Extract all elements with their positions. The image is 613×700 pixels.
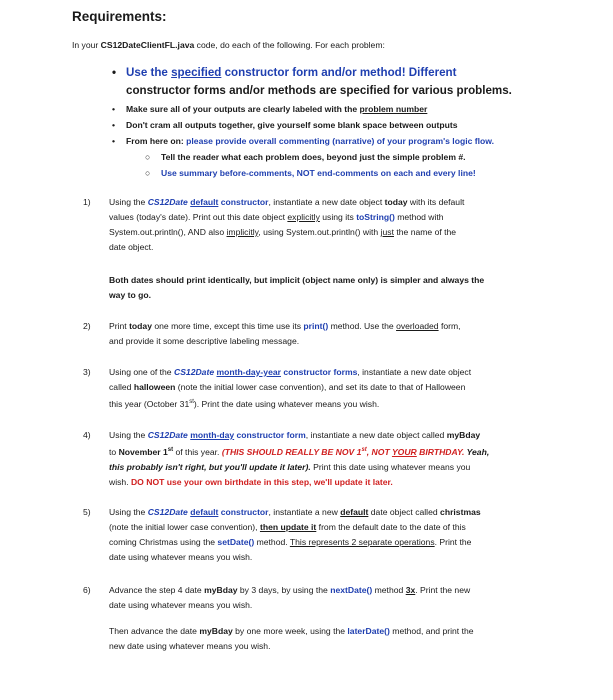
text-bold: myBday (204, 585, 238, 595)
text-underlined: overloaded (396, 321, 439, 331)
bullet-text: Use the (126, 66, 172, 79)
text: Advance the step 4 date (109, 585, 205, 595)
text: Both dates should print identically, but implicit (object name only) is simpler and always the (109, 275, 485, 285)
method-ref: print() (303, 321, 329, 331)
bullet-text: Use summary before-comments, NOT end-comments on each and every line! (161, 168, 476, 178)
text: coming Christmas using the (109, 537, 218, 547)
sub-bullet-tell-reader (145, 151, 466, 163)
text: one more time, except this time use its (151, 321, 304, 331)
problem-6-followup (109, 624, 543, 654)
warning-text: (THIS SHOULD REALLY BE NOV 1 (221, 446, 362, 457)
text-bold: halloween (133, 382, 176, 392)
superscript: st (167, 447, 174, 453)
problem-4 (83, 428, 564, 490)
bullet-specified-constructor (112, 64, 546, 100)
problem-6 (83, 583, 564, 613)
circle-bullet-icon: ○ (145, 152, 151, 162)
bullet-commenting (112, 135, 494, 147)
text-underlined: This represents 2 separate operations (289, 537, 435, 547)
text: Print this date using whatever means you (310, 461, 471, 472)
warning-text-underlined: YOUR (391, 446, 417, 457)
text-underlined: month-day-year (216, 367, 281, 377)
text-bold-italic: this probably isn't right, but you'll update it later). (109, 461, 311, 472)
text-underlined: explicitly (287, 212, 320, 222)
text-bold: constructor forms (280, 367, 358, 377)
text: Using the (109, 507, 148, 517)
bullet-labeled-outputs (112, 103, 428, 115)
text: way to go. (109, 290, 152, 300)
text: Using the (109, 430, 148, 440)
text: wish. (109, 476, 131, 487)
text: the name of the (393, 227, 457, 237)
text: ). Print the date using whatever means you wish. (193, 398, 380, 409)
text: called (109, 382, 134, 392)
text: values (today's date). Print out this date object (109, 212, 288, 222)
problem-3 (83, 365, 564, 412)
text: Print (109, 321, 130, 331)
intro-line (72, 40, 385, 50)
bullet-dot: • (112, 104, 116, 114)
bullet-text: Make sure all of your outputs are clearly labeled with the (126, 104, 360, 114)
text: method. Use the (328, 321, 397, 331)
intro-text-end: code, do each of the following. For each problem: (194, 40, 385, 50)
text-underlined: 3x (405, 585, 416, 595)
class-ref: CS12Date (147, 507, 188, 517)
warning-text: DO NOT use your own birthdate in this step, we'll update it later. (130, 476, 393, 487)
text: date using whatever means you wish. (109, 552, 253, 562)
bullet-text: Tell the reader what each problem does, beyond just the simple problem #. (161, 152, 466, 162)
text: . Print the (434, 537, 472, 547)
warning-text: , NOT (366, 446, 392, 457)
text: and provide it some descriptive labeling message. (109, 336, 300, 346)
text: method (372, 585, 406, 595)
class-ref: CS12Date (147, 197, 188, 207)
text: System.out.println(), AND also (109, 227, 227, 237)
problem-1 (83, 195, 564, 255)
text-underlined: month-day (190, 430, 235, 440)
bullet-text-blue: please provide overall commenting (narrative) of your program's logic flow. (186, 136, 494, 146)
problem-number: 6) (83, 585, 91, 595)
page-title: Requirements: (72, 9, 167, 24)
text: using its (319, 212, 357, 222)
text-bold: constructor (218, 507, 269, 517)
text: Using the (109, 197, 148, 207)
problem-number: 3) (83, 367, 91, 377)
text: date using whatever means you wish. (109, 600, 253, 610)
superscript: st (189, 399, 194, 405)
problem-number: 2) (83, 321, 91, 331)
text-bold: today (129, 321, 152, 331)
class-ref: CS12Date (147, 430, 188, 440)
text-underlined: default (340, 507, 369, 517)
text: , instantiate a new date object (357, 367, 472, 377)
intro-text: In your (72, 40, 101, 50)
text-bold: constructor form (234, 430, 306, 440)
text-underlined: default (190, 197, 219, 207)
text: by 3 days, by using the (237, 585, 331, 595)
text: , instantiate a new (268, 507, 341, 517)
text: method. (254, 537, 290, 547)
text-bold: today (384, 197, 408, 207)
method-ref: nextDate() (330, 585, 373, 595)
bullet-blank-space (112, 119, 458, 131)
problem-number: 1) (83, 197, 91, 207)
text-underlined: then update it (259, 522, 317, 532)
text: , instantiate a new date object (268, 197, 385, 207)
text: Then advance the date (109, 626, 200, 636)
text: method, and print the (389, 626, 474, 636)
text: to (109, 446, 119, 457)
text-bold-italic: Yeah, (464, 446, 490, 457)
text: (note the initial lower case convention), and set its date to that of Halloween (175, 382, 466, 392)
text: by one more week, using the (232, 626, 348, 636)
method-ref: laterDate() (347, 626, 390, 636)
problem-5 (83, 505, 564, 565)
problem-number: 5) (83, 507, 91, 517)
method-ref: toString() (356, 212, 395, 222)
text-bold: myBday (199, 626, 233, 636)
text: method with (394, 212, 444, 222)
bullet-text-underlined: specified (171, 66, 222, 79)
text-bold: constructor (218, 197, 269, 207)
text: , instantiate a new date object called (305, 430, 447, 440)
class-name: CS12DateClientFL.java (100, 40, 195, 50)
bullet-text: Don't cram all outputs together, give yourself some blank space between outputs (126, 120, 458, 130)
superscript: st (361, 447, 367, 453)
text: form, (438, 321, 461, 331)
text-bold: myBday (446, 430, 481, 440)
class-ref: CS12Date (173, 367, 215, 377)
text-underlined: implicitly (226, 227, 259, 237)
sub-bullet-summary-comments (145, 167, 476, 179)
bullet-dot: • (112, 120, 116, 130)
text: date object called (368, 507, 441, 517)
text: from the default date to the date of this (316, 522, 466, 532)
text: , using System.out.println() with (258, 227, 381, 237)
bullet-dot: • (112, 66, 117, 79)
text: new date using whatever means you wish. (109, 641, 271, 651)
bullet-text: From here on: (126, 136, 187, 146)
bullet-text-line2: constructor forms and/or methods are specified for various problems. (126, 84, 512, 97)
bullet-text-underlined: problem number (359, 104, 428, 114)
text-underlined: just (380, 227, 394, 237)
text-bold: November 1 (118, 446, 168, 457)
problem-1-note (109, 273, 543, 303)
problem-2 (83, 319, 564, 349)
text: . Print the new (415, 585, 471, 595)
text-bold: christmas (440, 507, 481, 517)
text: date object. (109, 242, 154, 252)
bullet-text: constructor form and/or method! Different (221, 66, 457, 79)
text: this year (October 31 (109, 398, 190, 409)
bullet-dot: • (112, 136, 116, 146)
text-underlined: default (190, 507, 219, 517)
circle-bullet-icon: ○ (145, 168, 151, 178)
text: Using one of the (109, 367, 174, 377)
text: (note the initial lower case convention), (109, 522, 260, 532)
method-ref: setDate() (217, 537, 255, 547)
warning-text: BIRTHDAY. (416, 446, 465, 457)
text: of this year. (173, 446, 222, 457)
problem-number: 4) (83, 430, 91, 440)
text: with its default (407, 197, 465, 207)
